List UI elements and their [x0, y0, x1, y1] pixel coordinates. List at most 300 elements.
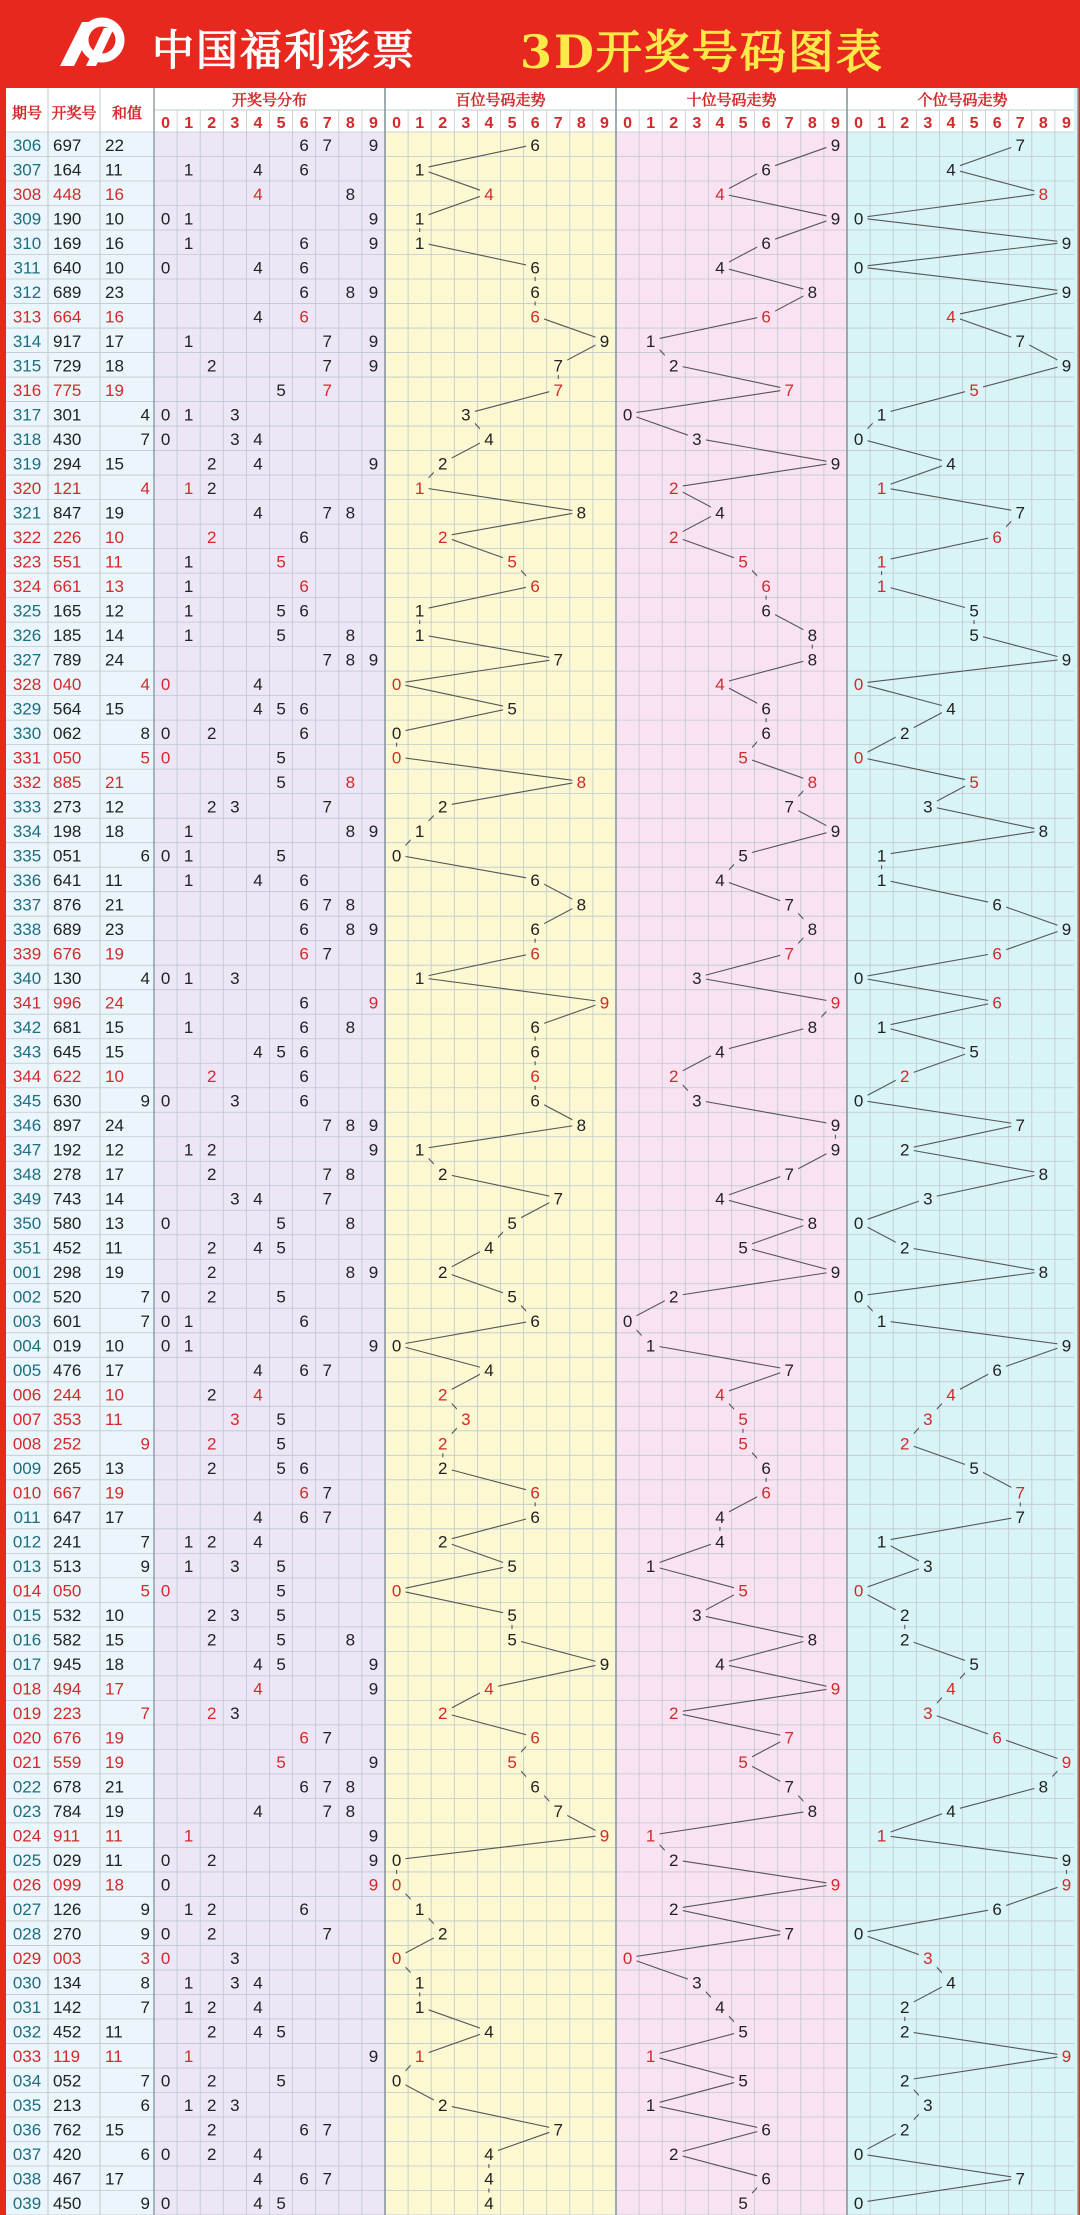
distribution-digit: 0	[160, 1336, 171, 1356]
trend-digit: 8	[807, 1017, 818, 1037]
distribution-digit: 9	[368, 1753, 379, 1773]
trend-digit: 4	[946, 1973, 956, 1993]
distribution-digit: 2	[207, 527, 217, 547]
trend-digit: 0	[853, 2194, 864, 2214]
sum-cell: 11	[105, 1851, 123, 1871]
distribution-digit: 4	[253, 2022, 263, 2042]
trend-digit: 3	[692, 1091, 702, 1111]
left-border	[0, 88, 6, 2215]
number-cell: 213	[53, 2096, 82, 2116]
distribution-digit: 2	[207, 2145, 217, 2165]
number-cell: 678	[53, 1777, 82, 1797]
period-cell: 026	[12, 1875, 42, 1895]
period-cell: 004	[12, 1336, 42, 1356]
number-cell: 762	[53, 2120, 82, 2140]
period-cell: 345	[12, 1091, 42, 1111]
number-cell: 622	[53, 1066, 82, 1086]
digit-header: 1	[646, 115, 656, 132]
distribution-digit: 5	[276, 1753, 286, 1773]
distribution-digit: 5	[276, 2071, 286, 2091]
trend-digit: 1	[414, 209, 425, 229]
number-cell: 532	[53, 1606, 82, 1626]
distribution-digit: 9	[368, 1115, 379, 1135]
number-cell: 551	[53, 552, 82, 572]
trend-digit: 5	[738, 748, 748, 768]
distribution-digit: 4	[253, 1385, 263, 1405]
period-cell: 035	[12, 2096, 42, 2116]
distribution-digit: 4	[253, 2145, 263, 2165]
distribution-digit: 8	[345, 503, 356, 523]
sum-cell: 9	[140, 1900, 150, 1920]
trend-digit: 3	[923, 797, 933, 817]
trend-digit: 5	[738, 552, 748, 572]
number-cell: 270	[53, 1924, 82, 1944]
trend-digit: 5	[738, 2022, 748, 2042]
trend-digit: 0	[391, 723, 402, 743]
trend-digit: 0	[391, 2071, 402, 2091]
distribution-digit: 2	[207, 1238, 217, 1258]
period-cell: 328	[12, 674, 42, 694]
trend-digit: 6	[761, 1483, 771, 1503]
sum-cell: 10	[105, 209, 124, 229]
trend-digit: 6	[992, 1361, 1002, 1381]
trend-digit: 9	[830, 1263, 841, 1283]
trend-digit: 1	[414, 160, 425, 180]
number-cell: 476	[53, 1361, 82, 1381]
sum-cell: 9	[140, 2194, 150, 2214]
distribution-digit: 3	[230, 968, 240, 988]
trend-digit: 6	[761, 160, 771, 180]
digit-header: 1	[877, 115, 887, 132]
distribution-digit: 2	[207, 1066, 217, 1086]
sum-cell: 17	[105, 1165, 124, 1184]
distribution-digit: 6	[299, 1728, 309, 1748]
distribution-digit: 3	[230, 1091, 240, 1111]
trend-digit: 4	[946, 160, 956, 180]
distribution-digit: 6	[299, 1042, 309, 1062]
period-cell: 014	[12, 1581, 42, 1601]
period-cell: 029	[12, 1949, 42, 1969]
trend-digit: 8	[807, 1214, 818, 1234]
distribution-digit: 3	[230, 1949, 240, 1969]
distribution-digit: 7	[322, 331, 332, 351]
sum-cell: 19	[105, 1753, 124, 1773]
digit-header: 2	[207, 115, 217, 132]
distribution-digit: 6	[299, 1483, 309, 1503]
distribution-digit: 9	[368, 1851, 379, 1871]
trend-digit: 7	[784, 895, 794, 915]
distribution-digit: 2	[207, 1924, 217, 1944]
period-cell: 315	[12, 356, 42, 376]
distribution-digit: 4	[253, 1655, 263, 1675]
sum-cell: 8	[140, 1973, 150, 1993]
period-cell: 321	[12, 503, 42, 523]
period-cell: 335	[12, 846, 42, 866]
number-cell: 467	[53, 2169, 82, 2189]
sum-cell: 19	[105, 503, 124, 523]
distribution-digit: 9	[368, 1875, 379, 1895]
number-cell: 430	[53, 429, 82, 449]
period-cell: 011	[13, 1508, 41, 1528]
trend-digit: 6	[530, 576, 540, 596]
sum-cell: 7	[140, 1532, 150, 1552]
trend-digit: 8	[1038, 1263, 1049, 1283]
number-cell: 198	[53, 821, 82, 841]
number-cell: 062	[53, 723, 82, 743]
period-cell: 005	[12, 1361, 42, 1381]
trend-digit: 4	[715, 870, 725, 890]
digit-header: 2	[669, 115, 679, 132]
period-cell: 038	[12, 2169, 42, 2189]
sum-cell: 5	[140, 748, 150, 768]
trend-digit: 1	[876, 1017, 887, 1037]
distribution-digit: 6	[299, 1361, 309, 1381]
distribution-digit: 0	[160, 2145, 171, 2165]
trend-digit: 8	[576, 503, 587, 523]
distribution-digit: 2	[207, 1434, 217, 1454]
distribution-digit: 4	[253, 699, 263, 719]
trend-digit: 1	[876, 846, 887, 866]
distribution-digit: 4	[253, 2169, 263, 2189]
sum-cell: 11	[105, 1238, 123, 1258]
sum-cell: 21	[105, 772, 124, 792]
number-cell: 559	[53, 1753, 82, 1773]
trend-digit: 0	[853, 258, 864, 278]
trend-digit: 5	[738, 1238, 748, 1258]
trend-digit: 9	[599, 1655, 610, 1675]
period-cell: 317	[12, 405, 42, 425]
number-cell: 278	[53, 1165, 82, 1184]
sum-cell: 17	[105, 2169, 124, 2189]
distribution-digit: 6	[299, 1459, 309, 1479]
period-cell: 319	[12, 454, 42, 474]
number-cell: 564	[53, 699, 82, 719]
period-cell: 331	[12, 748, 42, 768]
trend-digit: 2	[438, 1704, 448, 1724]
trend-digit: 7	[784, 1924, 794, 1944]
number-cell: 294	[53, 454, 82, 474]
distribution-digit: 4	[253, 307, 263, 327]
distribution-digit: 8	[345, 1802, 356, 1822]
sum-cell: 15	[105, 699, 124, 719]
number-cell: 353	[53, 1410, 82, 1430]
number-cell: 192	[53, 1140, 82, 1160]
trend-digit: 2	[438, 454, 448, 474]
trend-digit: 6	[761, 233, 771, 253]
number-cell: 630	[53, 1091, 82, 1111]
sum-cell: 7	[140, 1287, 150, 1307]
number-cell: 996	[53, 993, 82, 1013]
sum-cell: 17	[105, 331, 124, 351]
distribution-digit: 1	[183, 846, 194, 866]
number-cell: 450	[53, 2194, 82, 2214]
sum-cell: 11	[105, 2047, 123, 2067]
sum-cell: 11	[105, 870, 123, 890]
sum-cell: 24	[105, 650, 124, 670]
sum-cell: 11	[105, 1410, 123, 1430]
distribution-digit: 6	[299, 895, 309, 915]
sum-cell: 4	[140, 405, 150, 425]
trend-digit: 9	[830, 1875, 841, 1895]
trend-digit: 6	[530, 919, 540, 939]
distribution-digit: 1	[183, 870, 194, 890]
period-cell: 009	[12, 1459, 42, 1479]
period-cell: 329	[12, 699, 42, 719]
period-cell: 312	[12, 282, 42, 302]
distribution-digit: 6	[299, 1900, 309, 1920]
trend-digit: 7	[553, 2120, 563, 2140]
number-cell: 911	[53, 1826, 81, 1846]
distribution-digit: 3	[230, 1704, 240, 1724]
digit-header: 4	[715, 115, 725, 132]
period-cell: 323	[12, 552, 42, 572]
distribution-digit: 6	[299, 1017, 309, 1037]
distribution-digit: 7	[322, 1165, 332, 1184]
distribution-digit: 9	[368, 650, 379, 670]
trend-digit: 0	[622, 405, 633, 425]
trend-digit: 1	[414, 1900, 425, 1920]
distribution-digit: 3	[230, 405, 240, 425]
trend-digit: 6	[530, 1483, 540, 1503]
distribution-digit: 4	[253, 184, 263, 204]
period-cell: 351	[12, 1238, 42, 1258]
number-cell: 681	[53, 1017, 82, 1037]
number-cell: 301	[53, 405, 82, 425]
trend-digit: 8	[1038, 821, 1049, 841]
trend-digit: 0	[391, 674, 402, 694]
trend-digit: 5	[507, 699, 517, 719]
distribution-digit: 9	[368, 209, 379, 229]
trend-digit: 1	[645, 1557, 656, 1577]
distribution-digit: 2	[207, 1998, 217, 2018]
distribution-digit: 1	[183, 968, 194, 988]
sum-cell: 8	[140, 723, 150, 743]
distribution-digit: 7	[322, 2120, 332, 2140]
number-cell: 494	[53, 1679, 82, 1699]
number-cell: 130	[53, 968, 82, 988]
digit-header: 5	[969, 115, 979, 132]
digit-header: 6	[299, 115, 309, 132]
trend-digit: 0	[853, 209, 864, 229]
sum-cell: 16	[105, 233, 124, 253]
distribution-digit: 7	[322, 1924, 332, 1944]
distribution-digit: 6	[299, 282, 309, 302]
trend-digit: 6	[992, 993, 1002, 1013]
trend-digit: 4	[715, 258, 725, 278]
trend-digit: 4	[946, 1802, 956, 1822]
distribution-digit: 4	[253, 1802, 263, 1822]
distribution-digit: 2	[207, 356, 217, 376]
trend-digit: 5	[738, 1410, 748, 1430]
trend-digit: 6	[530, 944, 540, 964]
period-cell: 034	[12, 2071, 42, 2091]
digit-header: 3	[692, 115, 702, 132]
trend-digit: 9	[1061, 1875, 1072, 1895]
digit-header: 7	[1015, 115, 1025, 132]
digit-header: 6	[992, 115, 1002, 132]
trend-digit: 0	[853, 1287, 864, 1307]
distribution-digit: 0	[160, 723, 171, 743]
period-cell: 037	[12, 2145, 42, 2165]
distribution-digit: 1	[183, 2096, 194, 2116]
digit-header: 0	[623, 115, 633, 132]
distribution-digit: 1	[183, 1826, 194, 1846]
distribution-digit: 5	[276, 699, 286, 719]
trend-digit: 2	[900, 2071, 910, 2091]
distribution-digit: 3	[230, 1189, 240, 1209]
sum-cell: 6	[140, 2145, 150, 2165]
distribution-digit: 1	[183, 2047, 194, 2067]
distribution-digit: 1	[183, 1998, 194, 2018]
trend-digit: 6	[761, 2169, 771, 2189]
trend-digit: 1	[876, 478, 887, 498]
trend-digit: 8	[576, 895, 587, 915]
sum-cell: 12	[105, 1140, 124, 1160]
number-cell: 050	[53, 1581, 82, 1601]
period-cell: 022	[12, 1777, 42, 1797]
distribution-digit: 2	[207, 1263, 217, 1283]
distribution-digit: 9	[368, 2047, 379, 2067]
distribution-digit: 7	[322, 1361, 332, 1381]
distribution-digit: 1	[183, 601, 194, 621]
digit-header: 8	[807, 115, 817, 132]
distribution-digit: 2	[207, 1900, 217, 1920]
trend-digit: 2	[669, 1704, 679, 1724]
number-cell: 582	[53, 1630, 82, 1650]
sum-cell: 16	[105, 184, 124, 204]
distribution-digit: 9	[368, 233, 379, 253]
trend-digit: 8	[807, 919, 818, 939]
distribution-digit: 6	[299, 2169, 309, 2189]
distribution-digit: 5	[276, 1287, 286, 1307]
trend-digit: 2	[669, 1287, 679, 1307]
period-cell: 313	[12, 307, 42, 327]
distribution-digit: 6	[299, 135, 309, 155]
distribution-digit: 9	[368, 454, 379, 474]
trend-digit: 7	[784, 1361, 794, 1381]
trend-digit: 6	[530, 307, 540, 327]
digit-header: 5	[276, 115, 286, 132]
distribution-digit: 2	[207, 2022, 217, 2042]
number-column-header: 开奖号	[51, 105, 97, 122]
number-cell: 273	[53, 797, 82, 817]
sum-cell: 9	[140, 1434, 150, 1454]
distribution-digit: 3	[230, 797, 240, 817]
distribution-digit: 2	[207, 797, 217, 817]
period-cell: 333	[12, 797, 42, 817]
trend-digit: 0	[853, 674, 864, 694]
period-cell: 322	[12, 527, 42, 547]
sum-cell: 14	[105, 1189, 124, 1209]
chart-title: 3D开奖号码图表	[520, 25, 884, 79]
number-cell: 784	[53, 1802, 82, 1822]
trend-chart	[0, 88, 1080, 2215]
digit-header: 8	[576, 115, 586, 132]
sum-cell: 15	[105, 2120, 124, 2140]
distribution-digit: 0	[160, 2071, 171, 2091]
distribution-digit: 2	[207, 478, 217, 498]
number-cell: 647	[53, 1508, 82, 1528]
number-cell: 697	[53, 135, 82, 155]
period-cell: 024	[12, 1826, 42, 1846]
distribution-digit: 6	[299, 993, 309, 1013]
distribution-digit: 8	[345, 895, 356, 915]
trend-digit: 2	[900, 1066, 910, 1086]
period-cell: 337	[12, 895, 42, 915]
trend-digit: 9	[830, 993, 841, 1013]
number-cell: 223	[53, 1704, 82, 1724]
period-cell: 001	[12, 1263, 42, 1283]
sum-cell: 15	[105, 1042, 124, 1062]
number-cell: 003	[53, 1949, 82, 1969]
digit-header: 6	[530, 115, 540, 132]
distribution-digit: 5	[276, 1042, 286, 1062]
trend-digit: 7	[553, 380, 563, 400]
distribution-digit: 0	[160, 258, 171, 278]
trend-digit: 1	[645, 331, 656, 351]
distribution-digit: 9	[368, 331, 379, 351]
sum-cell: 12	[105, 601, 124, 621]
distribution-digit: 0	[160, 1091, 171, 1111]
distribution-digit: 0	[160, 1924, 171, 1944]
trend-digit: 6	[992, 1900, 1002, 1920]
distribution-digit: 0	[160, 1875, 171, 1895]
distribution-digit: 7	[322, 1508, 332, 1528]
distribution-digit: 4	[253, 429, 263, 449]
trend-digit: 5	[969, 1042, 979, 1062]
period-cell: 343	[12, 1042, 42, 1062]
sum-cell: 11	[105, 160, 123, 180]
trend-digit: 6	[530, 1777, 540, 1797]
period-cell: 339	[12, 944, 42, 964]
trend-digit: 3	[923, 2096, 933, 2116]
number-cell: 775	[53, 380, 82, 400]
distribution-digit: 5	[276, 1581, 286, 1601]
sum-cell: 23	[105, 282, 124, 302]
distribution-digit: 2	[207, 723, 217, 743]
trend-digit: 5	[507, 552, 517, 572]
trend-digit: 9	[1061, 282, 1072, 302]
number-cell: 298	[53, 1263, 82, 1283]
distribution-digit: 5	[276, 1655, 286, 1675]
trend-digit: 7	[1015, 135, 1025, 155]
distribution-digit: 7	[322, 1115, 332, 1135]
trend-digit: 3	[923, 1704, 933, 1724]
sum-cell: 18	[105, 356, 124, 376]
distribution-digit: 1	[183, 1140, 194, 1160]
trend-digit: 5	[507, 1214, 517, 1234]
distribution-digit: 0	[160, 1581, 171, 1601]
distribution-digit: 7	[322, 135, 332, 155]
number-cell: 580	[53, 1214, 82, 1234]
sum-cell: 4	[140, 968, 150, 988]
period-cell: 318	[12, 429, 42, 449]
trend-digit: 1	[876, 1532, 887, 1552]
number-cell: 897	[53, 1115, 82, 1135]
sum-cell: 12	[105, 797, 124, 817]
trend-digit: 4	[946, 307, 956, 327]
distribution-digit: 5	[276, 1434, 286, 1454]
distribution-digit: 6	[299, 1777, 309, 1797]
number-cell: 126	[53, 1900, 82, 1920]
trend-digit: 4	[484, 2145, 494, 2165]
trend-digit: 4	[946, 1385, 956, 1405]
distribution-digit: 5	[276, 846, 286, 866]
header-bar	[0, 0, 1080, 88]
digit-header: 0	[854, 115, 864, 132]
distribution-digit: 6	[299, 307, 309, 327]
digit-header: 1	[184, 115, 194, 132]
